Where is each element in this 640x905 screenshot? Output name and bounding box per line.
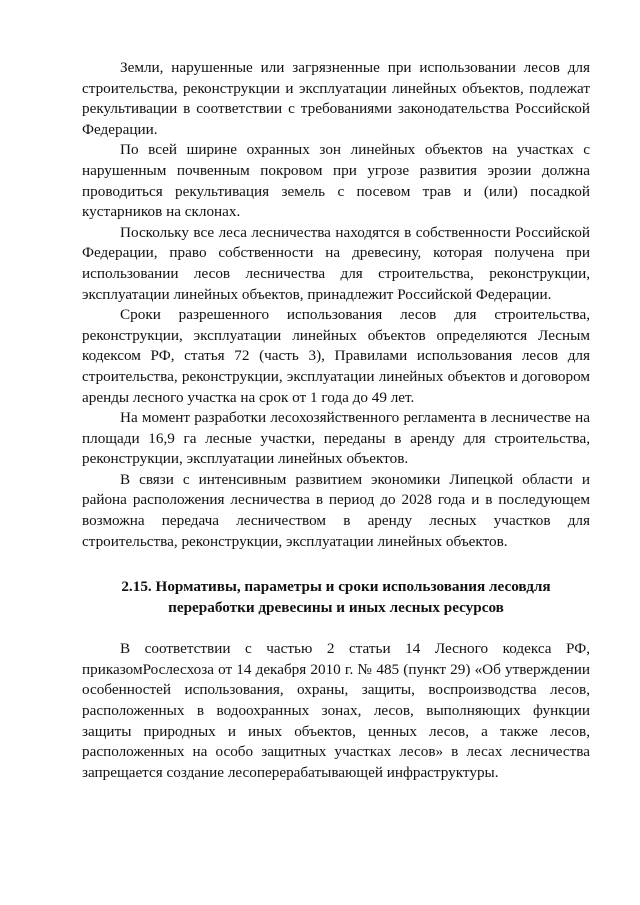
paragraph-timber-ownership: Поскольку все леса лесничества находятся в собственности Российской Федерации, право собственности на древесину, которая получена при использовании лесов лесничества для строительства, реконструкции, эксплуатации линейных объектов, принадлежит Российской Федерации.	[82, 223, 590, 303]
paragraph-processing-prohibition: В соответствии с частью 2 статьи 14 Лесного кодекса РФ, приказомРослесхоза от 14 декабря 2010 г. № 485 (пункт 29) «Об утверждении особенностей использования, охраны, защиты, воспроизводства лесов, расположенных в водоохранных зонах, лесов, выполняющих функции защиты природных и иных объектов, ценных лесов, а также лесов, расположенных на особо защитных участках лесов» в лесах лесничества запрещается создание лесоперерабатывающей инфраструктуры.	[82, 640, 590, 781]
paragraph-use-terms: Сроки разрешенного использования лесов для строительства, реконструкции, эксплуатации линейных объектов определяются Лесным кодексом РФ, статья 72 (часть 3), Правилами использования лесов для строительства, реконструкции, эксплуатации линейных объектов и договором аренды лесного участка на срок от 1 года до 49 лет.	[82, 306, 590, 406]
section-heading-line-1: 2.15. Нормативы, параметры и сроки использования лесовдля	[121, 578, 551, 596]
paragraph-land-reclamation: Земли, нарушенные или загрязненные при использовании лесов для строительства, реконструкции и эксплуатации линейных объектов, подлежат рекультивации в соответствии с требованиями законодательства Российской Федерации.	[82, 59, 590, 138]
paragraph-leased-area: На момент разработки лесохозяйственного регламента в лесничестве на площади 16,9 га лесные участки, переданы в аренду для строительства, реконструкции, эксплуатации линейных объектов.	[82, 409, 590, 468]
paragraph-future-lease: В связи с интенсивным развитием экономики Липецкой области и района расположения лесничества в период до 2028 года и в последующем возможна передача лесничеством в аренду лесных участков для строительства, реконструкции, эксплуатации линейных объектов.	[82, 470, 590, 550]
paragraph-protection-zones: По всей ширине охранных зон линейных объектов на участках с нарушенным почвенным покровом при угрозе развития эрозии должна проводиться рекультивация земель с посевом трав и (или) посадкой кустарников на склонах.	[82, 141, 590, 221]
section-heading-line-2: переработки древесины и иных лесных ресурсов	[168, 599, 504, 617]
document-page	[82, 58, 590, 783]
section-heading	[82, 576, 590, 618]
